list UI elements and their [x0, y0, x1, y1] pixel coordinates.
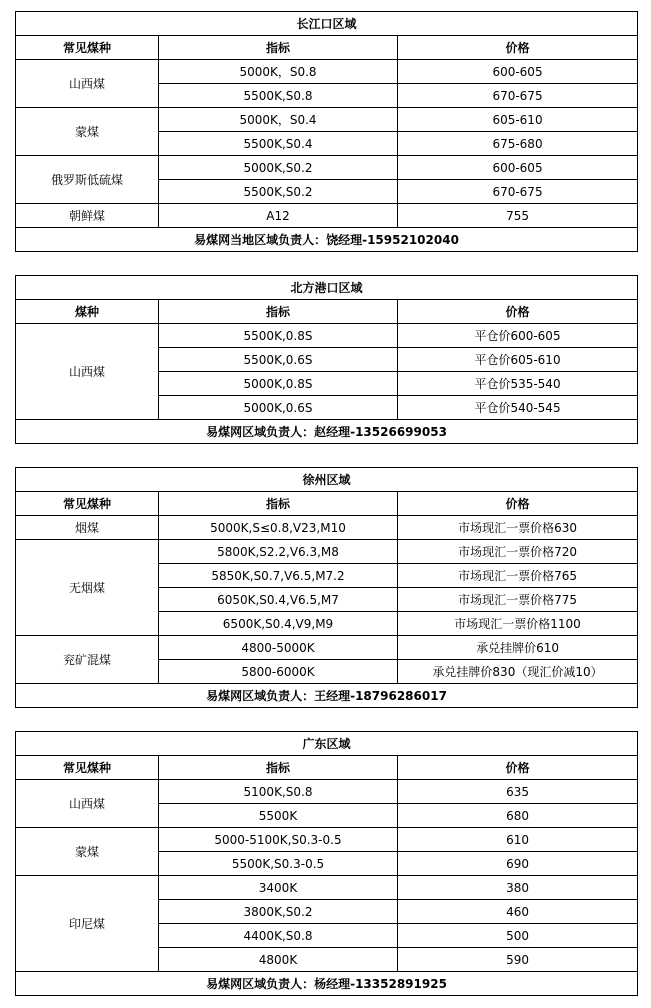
spec-cell: 5500K,S0.4: [159, 132, 398, 156]
price-cell: 市场现汇一票价格1100: [398, 612, 638, 636]
price-cell: 承兑挂牌价830（现汇价减10）: [398, 660, 638, 684]
contact-footer: 易煤网区域负责人：杨经理-13352891925: [16, 972, 638, 996]
column-header: 指标: [159, 756, 398, 780]
price-cell: 605-610: [398, 108, 638, 132]
table-title: 北方港口区域: [16, 276, 638, 300]
coal-type-cell: 蒙煤: [16, 108, 159, 156]
spec-cell: 6050K,S0.4,V6.5,M7: [159, 588, 398, 612]
table-row: [16, 516, 638, 540]
spec-cell: 5000K,S0.2: [159, 156, 398, 180]
spec-cell: 4400K,S0.8: [159, 924, 398, 948]
column-header: 价格: [398, 492, 638, 516]
spec-cell: 5000K,0.8S: [159, 372, 398, 396]
spec-cell: 5000-5100K,S0.3-0.5: [159, 828, 398, 852]
table-row: [16, 60, 638, 84]
spec-cell: 5100K,S0.8: [159, 780, 398, 804]
price-cell: 460: [398, 900, 638, 924]
price-cell: 平仓价535-540: [398, 372, 638, 396]
contact-footer: 易煤网区域负责人：赵经理-13526699053: [16, 420, 638, 444]
spec-cell: 5000K,S≤0.8,V23,M10: [159, 516, 398, 540]
column-header: 煤种: [16, 300, 159, 324]
price-cell: 610: [398, 828, 638, 852]
coal-type-cell: 蒙煤: [16, 828, 159, 876]
price-cell: 600-605: [398, 156, 638, 180]
table-title: 徐州区域: [16, 468, 638, 492]
spec-cell: 5500K,S0.2: [159, 180, 398, 204]
coal-type-cell: 烟煤: [16, 516, 159, 540]
price-cell: 675-680: [398, 132, 638, 156]
column-header: 价格: [398, 756, 638, 780]
table-row: [16, 156, 638, 180]
spec-cell: 5800-6000K: [159, 660, 398, 684]
price-cell: 590: [398, 948, 638, 972]
price-table-north-port: [15, 275, 638, 444]
column-header: 指标: [159, 492, 398, 516]
coal-type-cell: 朝鲜煤: [16, 204, 159, 228]
table-row: [16, 780, 638, 804]
spec-cell: A12: [159, 204, 398, 228]
spec-cell: 3800K,S0.2: [159, 900, 398, 924]
price-cell: 680: [398, 804, 638, 828]
price-cell: 平仓价600-605: [398, 324, 638, 348]
table-row: [16, 828, 638, 852]
column-header: 常见煤种: [16, 36, 159, 60]
column-header: 价格: [398, 36, 638, 60]
price-cell: 平仓价605-610: [398, 348, 638, 372]
column-header: 常见煤种: [16, 492, 159, 516]
price-table-xuzhou: [15, 467, 638, 708]
price-cell: 670-675: [398, 180, 638, 204]
spec-cell: 6500K,S0.4,V9,M9: [159, 612, 398, 636]
coal-type-cell: 山西煤: [16, 60, 159, 108]
table-row: [16, 324, 638, 348]
price-table-guangdong: [15, 731, 638, 996]
spec-cell: 5500K,0.6S: [159, 348, 398, 372]
coal-type-cell: 无烟煤: [16, 540, 159, 636]
column-header: 价格: [398, 300, 638, 324]
table-row: [16, 204, 638, 228]
column-header: 指标: [159, 300, 398, 324]
price-cell: 690: [398, 852, 638, 876]
spec-cell: 5800K,S2.2,V6.3,M8: [159, 540, 398, 564]
table-row: [16, 540, 638, 564]
price-cell: 635: [398, 780, 638, 804]
coal-type-cell: 山西煤: [16, 324, 159, 420]
column-header: 常见煤种: [16, 756, 159, 780]
spec-cell: 5850K,S0.7,V6.5,M7.2: [159, 564, 398, 588]
spec-cell: 5500K,0.8S: [159, 324, 398, 348]
price-cell: 380: [398, 876, 638, 900]
spec-cell: 4800K: [159, 948, 398, 972]
coal-type-cell: 山西煤: [16, 780, 159, 828]
price-cell: 市场现汇一票价格765: [398, 564, 638, 588]
spec-cell: 5000K，S0.4: [159, 108, 398, 132]
coal-type-cell: 兖矿混煤: [16, 636, 159, 684]
price-cell: 670-675: [398, 84, 638, 108]
price-cell: 500: [398, 924, 638, 948]
table-title: 长江口区域: [16, 12, 638, 36]
price-cell: 755: [398, 204, 638, 228]
table-row: [16, 876, 638, 900]
contact-footer: 易煤网区域负责人：王经理-18796286017: [16, 684, 638, 708]
price-cell: 600-605: [398, 60, 638, 84]
spec-cell: 5500K,S0.8: [159, 84, 398, 108]
contact-footer: 易煤网当地区域负责人：饶经理-15952102040: [16, 228, 638, 252]
table-title: 广东区域: [16, 732, 638, 756]
coal-type-cell: 印尼煤: [16, 876, 159, 972]
spec-cell: 5000K,0.6S: [159, 396, 398, 420]
price-table-changjiang: [15, 11, 638, 252]
price-cell: 平仓价540-545: [398, 396, 638, 420]
price-cell: 市场现汇一票价格775: [398, 588, 638, 612]
column-header: 指标: [159, 36, 398, 60]
coal-type-cell: 俄罗斯低硫煤: [16, 156, 159, 204]
table-row: [16, 636, 638, 660]
spec-cell: 4800-5000K: [159, 636, 398, 660]
spec-cell: 5500K: [159, 804, 398, 828]
price-cell: 承兑挂牌价610: [398, 636, 638, 660]
spec-cell: 5500K,S0.3-0.5: [159, 852, 398, 876]
spec-cell: 3400K: [159, 876, 398, 900]
spec-cell: 5000K，S0.8: [159, 60, 398, 84]
price-cell: 市场现汇一票价格630: [398, 516, 638, 540]
price-cell: 市场现汇一票价格720: [398, 540, 638, 564]
table-row: [16, 108, 638, 132]
